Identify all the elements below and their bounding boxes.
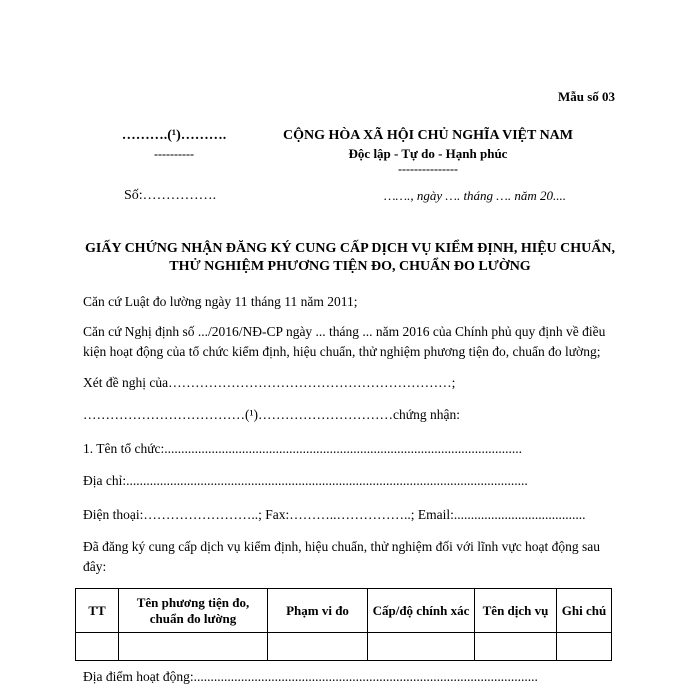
issuing-agency-placeholder: ……….(¹)………. — [121, 128, 227, 143]
proposal-line: Xét đề nghị của………………………………………………………; — [83, 375, 456, 390]
document-number: Số:……………. — [124, 188, 217, 203]
table-cell — [268, 633, 368, 661]
agency-underline: ---------- — [154, 147, 194, 161]
table-cell — [119, 633, 268, 661]
table-header-row — [76, 589, 612, 633]
document-title-line-1: GIẤY CHỨNG NHẬN ĐĂNG KÝ CUNG CẤP DỊCH VỤ KIỂM ĐỊNH, HIỆU CHUẨN, — [85, 241, 615, 256]
legal-basis-decree: Căn cứ Nghị định số .../2016/NĐ-CP ngày ... tháng ... năm 2016 của Chính phủ quy định về điều kiện hoạt động của tổ chức kiểm định, hiệu chuẩn, thử nghiệm phương tiện đo, chuẩn đo lường; — [83, 324, 606, 359]
national-title: CỘNG HÒA XÃ HỘI CHỦ NGHĨA VIỆT NAM — [282, 128, 573, 143]
national-motto: Độc lập - Tự do - Hạnh phúc — [348, 146, 508, 161]
table-header-cell: Cấp/độ chính xác — [368, 589, 475, 633]
table-cell — [557, 633, 612, 661]
table-header-cell: Ghi chú — [557, 589, 612, 633]
organization-name-field: 1. Tên tổ chức:.......................................................................................................... — [83, 441, 523, 456]
table-cell — [368, 633, 475, 661]
table-header-cell: Phạm vi đo — [268, 589, 368, 633]
issue-date: ……., ngày …. tháng …. năm 20.... — [384, 188, 567, 203]
registered-services-intro: Đã đăng ký cung cấp dịch vụ kiểm định, hiệu chuẩn, thử nghiệm đối với lĩnh vực hoạt động sau đây: — [83, 539, 601, 574]
certification-line: ………………………………(¹)…………………………chứng nhận: — [83, 407, 460, 422]
address-field: Địa chỉ:....................................................................................................................... — [83, 473, 528, 488]
table-header-cell: TT — [76, 589, 119, 633]
motto-underline: --------------- — [398, 162, 458, 176]
table-cell — [475, 633, 557, 661]
document-title-line-2: THỬ NGHIỆM PHƯƠNG TIỆN ĐO, CHUẨN ĐO LƯỜNG — [169, 259, 531, 274]
contact-field: Điện thoại:……………………..; Fax:………..……………..; Email:....................................... — [83, 507, 586, 522]
services-table — [75, 588, 612, 661]
table-row — [76, 633, 612, 661]
legal-basis-law: Căn cứ Luật đo lường ngày 11 tháng 11 năm 2011; — [83, 294, 358, 309]
operation-location-field: Địa điểm hoạt động:...................................................................................................... — [83, 669, 538, 684]
table-cell — [76, 633, 119, 661]
table-header-cell: Tên dịch vụ — [475, 589, 557, 633]
form-number: Mẫu số 03 — [558, 89, 616, 104]
table-header-cell: Tên phương tiện đo, chuẩn đo lường — [119, 589, 268, 633]
